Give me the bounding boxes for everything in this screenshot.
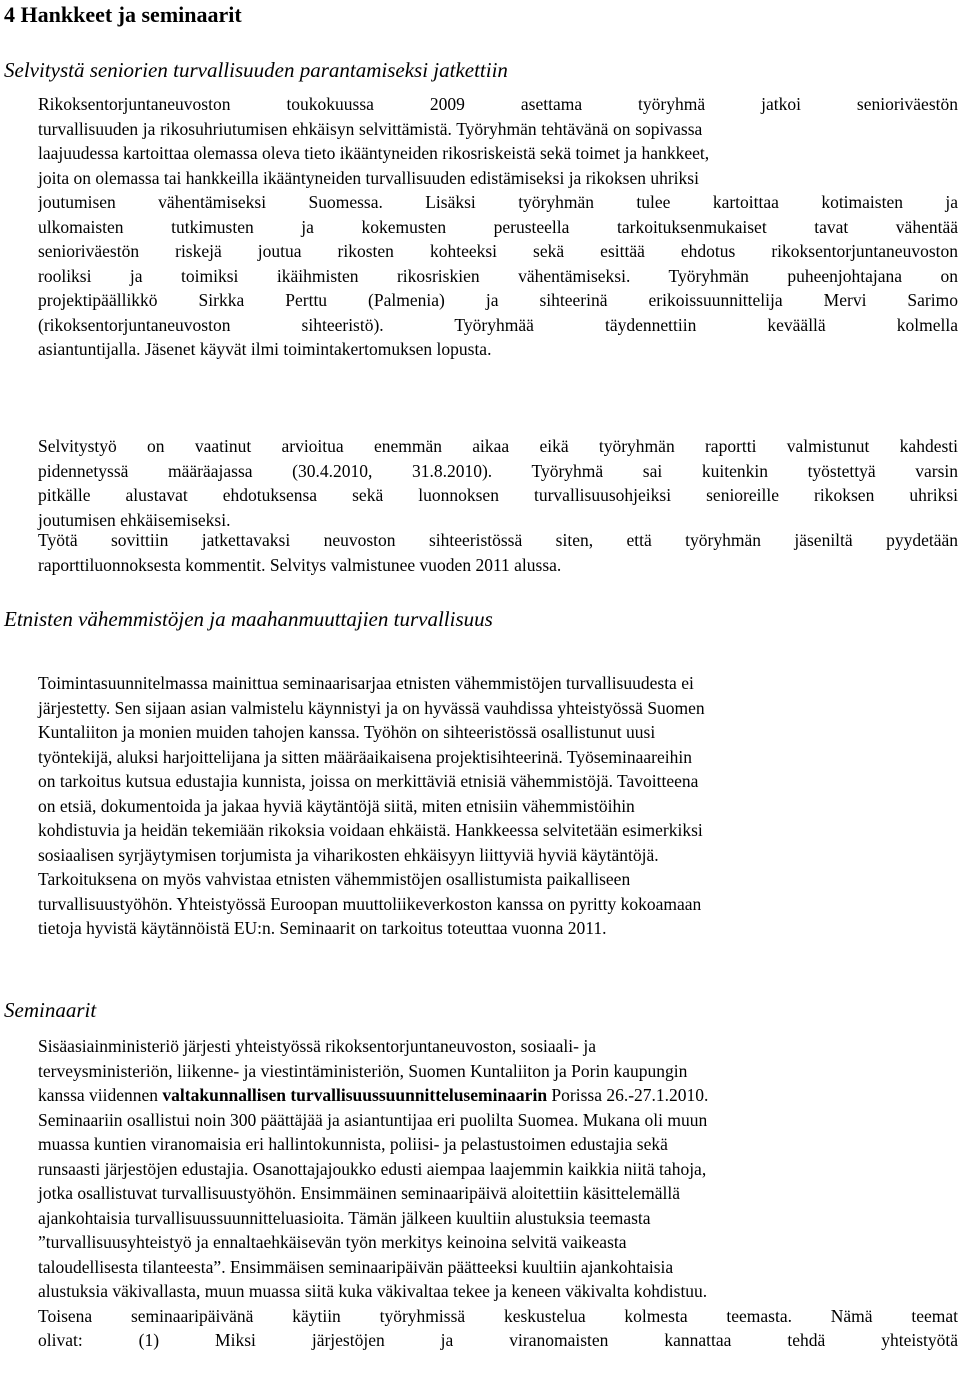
text-line: järjestetty. Sen sijaan asian valmistelu käynnistyi ja on hyvässä vauhdissa yhteistyössä Suomen <box>38 697 705 718</box>
text-line: taloudellisesta tilanteesta”. Ensimmäisen seminaaripäivän päätteeksi kuultiin ajankohtaisia <box>38 1256 674 1277</box>
text-fragment: kanssa viidennen <box>38 1085 163 1105</box>
text-line: rooliksi ja toimiksi ikäihmisten rikosriskien vähentämiseksi. Työryhmän puheenjohtajana on <box>38 265 958 286</box>
text-line: ”turvallisuusyhteistyö ja ennaltaehkäisevän työn merkitys keinoina selvitä vaikeasta <box>38 1232 627 1252</box>
text-line: ajankohtaisia turvallisuussuunnitteluasioita. Tämän jälkeen kuultiin alustuksia teemasta <box>38 1207 651 1228</box>
section-title-seniors: Selvitystä seniorien turvallisuuden parantamiseksi jatkettiin <box>4 58 508 82</box>
paragraph-seminars <box>38 1034 958 1353</box>
text-line: (rikoksentorjuntaneuvoston sihteeristö). Työryhmää täydennettiin keväällä kolmella <box>38 314 958 335</box>
seminar-name-bold: valtakunnallisen turvallisuussuunnitteluseminaarin <box>162 1085 548 1105</box>
text-line: Rikoksentorjuntaneuvoston toukokuussa 2009 asettama työryhmä jatkoi senioriväestön <box>38 94 958 114</box>
text-line: työntekijä, aluksi harjoittelijana ja sitten määräaikaisena projektisihteerinä. Työseminaareihin <box>38 746 692 767</box>
paragraph-ethnic-minorities <box>38 671 958 941</box>
text-line: Seminaariin osallistui noin 300 päättäjää ja asiantuntijaa eri puolilta Suomea. Mukana oli muun <box>38 1109 708 1130</box>
section-title-seminars: Seminaarit <box>4 998 97 1022</box>
text-fragment: Porissa 26.-27.1.2010. <box>547 1085 709 1105</box>
text-line: kohdistuvia ja heidän tekemiään rikoksia voidaan ehkäistä. Hankkeessa selvitetään esimerkiksi <box>38 820 703 840</box>
text-line: olivat: (1) Miksi järjestöjen ja viranomaisten kannattaa tehdä yhteistyötä <box>38 1330 958 1350</box>
text-line: Selvitystyö on vaatinut arvioitua enemmän aikaa eikä työryhmän raportti valmistunut kahdesti <box>38 436 958 456</box>
text-line: laajuudessa kartoittaa olemassa oleva tieto ikääntyneiden rikosriskeistä sekä toimet ja hankkeet, <box>38 143 710 163</box>
text-line: jotka osallistuvat turvallisuustyöhön. Ensimmäinen seminaaripäivä aloitettiin käsittelemällä <box>38 1183 681 1203</box>
section-title-ethnic-minorities: Etnisten vähemmistöjen ja maahanmuuttajien turvallisuus <box>4 607 493 631</box>
text-line: ulkomaisten tutkimusten ja kokemusten perusteella tarkoituksenmukaiset tavat vähentää <box>38 216 958 237</box>
paragraph-seniors-3 <box>38 528 958 577</box>
text-line-with-bold <box>38 1083 958 1108</box>
chapter-title: 4 Hankkeet ja seminaarit <box>4 2 242 27</box>
paragraph-seniors-2 <box>38 434 958 532</box>
text-line: runsaasti järjestöjen edustajia. Osanottajajoukko edusti aiempaa laajemmin kaikkia niitä tahoja, <box>38 1158 707 1179</box>
text-line: asiantuntijalla. Jäsenet käyvät ilmi toimintakertomuksen lopusta. <box>38 339 492 359</box>
text-line: Toimintasuunnitelmassa mainittua seminaarisarjaa etnisten vähemmistöjen turvallisuudesta ei <box>38 673 694 693</box>
text-line: Kuntaliiton ja monien muiden tahojen kanssa. Työhön on sihteeristössä osallistunut uusi <box>38 722 656 742</box>
text-line: on etsiä, dokumentoida ja jakaa hyviä käytäntöjä siitä, miten etnisiin vähemmistöihin <box>38 795 635 816</box>
paragraph-seniors-1 <box>38 92 958 362</box>
text-line: sosiaalisen syrjäytymisen torjumista ja viharikosten ehkäisyyn liittyviä hyviä käytäntöjä. <box>38 844 659 865</box>
text-line: joutumisen ehkäisemiseksi. <box>38 509 231 530</box>
text-line: raporttiluonnoksesta kommentit. Selvitys valmistunee vuoden 2011 alussa. <box>38 554 562 575</box>
text-line: pidennetyssä määräajassa (30.4.2010, 31.8.2010). Työryhmä sai kuitenkin työstettyä varsin <box>38 460 958 481</box>
text-line: Tarkoituksena on myös vahvistaa etnisten vähemmistöjen osallistumista paikalliseen <box>38 869 631 889</box>
text-line: joita on olemassa tai hankkeilla ikääntyneiden turvallisuuden edistämiseksi ja rikoksen uhriksi <box>38 167 699 188</box>
text-line: pitkälle alustavat ehdotuksensa sekä luonnoksen turvallisuusohjeiksi senioreille rikoksen uhriksi <box>38 485 958 505</box>
text-line: Työtä sovittiin jatkettavaksi neuvoston sihteeristössä siten, että työryhmän jäseniltä pyydetään <box>38 530 958 550</box>
text-line: Sisäasiainministeriö järjesti yhteistyössä rikoksentorjuntaneuvoston, sosiaali- ja <box>38 1036 596 1056</box>
text-line: joutumisen vähentämiseksi Suomessa. Lisäksi työryhmän tulee kartoittaa kotimaisten ja <box>38 192 958 212</box>
text-line: muassa kuntien viranomaisia eri hallintokunnista, poliisi- ja pelastustoimen edustajia sekä <box>38 1134 668 1154</box>
text-line: senioriväestön riskejä joutua rikosten kohteeksi sekä esittää ehdotus rikoksentorjuntaneuvoston <box>38 241 958 261</box>
text-line: Toisena seminaaripäivänä käytiin työryhmissä keskustelua kolmesta teemasta. Nämä teemat <box>38 1305 958 1326</box>
text-line: terveysministeriön, liikenne- ja viestintäministeriön, Suomen Kuntaliiton ja Porin kaupungin <box>38 1060 688 1081</box>
text-line: on tarkoitus kutsua edustajia kunnista, joissa on merkittäviä etnisiä vähemmistöjä. Tavoitteena <box>38 771 699 791</box>
text-line: alustuksia väkivallasta, muun muassa siitä kuka väkivaltaa tekee ja keneen väkivalta kohdistuu. <box>38 1281 708 1301</box>
text-line: turvallisuuden ja rikosuhriutumisen ehkäisyn selvittämistä. Työryhmän tehtävänä on sopivassa <box>38 118 703 139</box>
text-line: turvallisuustyöhön. Yhteistyössä Euroopan muuttoliikeverkoston kanssa on pyritty kokoamaan <box>38 893 702 914</box>
text-line: tietoja hyvistä käytännöistä EU:n. Seminaarit on tarkoitus toteuttaa vuonna 2011. <box>38 918 607 938</box>
text-line: projektipäällikkö Sirkka Perttu (Palmenia) ja sihteerinä erikoissuunnittelija Mervi Sarimo <box>38 290 958 310</box>
